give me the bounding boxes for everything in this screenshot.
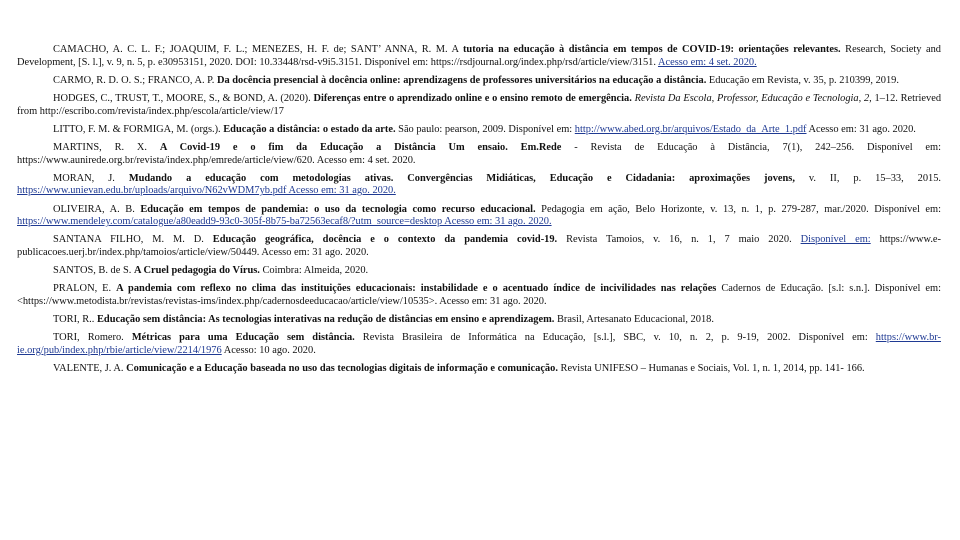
reference-link[interactable]: Disponível em: [800, 234, 871, 246]
reference-entry [17, 363, 941, 376]
reference-access-note: Acesso em: 31 ago. 2020. [806, 123, 916, 135]
reference-authors: SANTANA FILHO, M. M. D. [53, 234, 213, 246]
reference-authors: CARMO, R. D. O. S.; FRANCO, A. P. [53, 74, 217, 86]
reference-title: Da docência presencial à docência online: aprendizagens de professores universitários na educação a distância. [216, 74, 707, 86]
reference-title: Mudando a educação com metodologias ativas. Convergências Midiáticas, Educação e Cidadania: aproximações jovens, [128, 172, 795, 184]
reference-entry [17, 142, 941, 167]
reference-entry [17, 204, 941, 229]
reference-entry [17, 93, 941, 118]
reference-details: Cadernos de Educação. [s.l: s.n.]. Disponível em: <https://www.metodista.br/revistas/revistas-ims/index.php/cadernosdeeducacao/article/view/10535>. Acesso em: 31 ago. 2020. [17, 283, 941, 307]
reference-details: Revista Brasileira de Informática na Educação, [s.l.], SBC, v. 10, n. 2, p. 9-19, 2002. Disponível em: [354, 332, 876, 344]
reference-details: v. II, p. 15–33, 2015. [794, 172, 941, 184]
reference-entry [17, 234, 941, 259]
reference-access-note: Acesso: 10 ago. 2020. [221, 344, 316, 356]
reference-entry [17, 283, 941, 308]
reference-authors: PRALON, E. [53, 283, 117, 295]
reference-authors: SANTOS, B. de S. [53, 265, 134, 277]
reference-authors: TORI, R.. [53, 314, 97, 326]
reference-entry [17, 44, 941, 69]
reference-details: - Revista de Educação à Distância, 7(1), 242–256. Disponível em: https://www.aunirede.org.br/revista/index.php/emrede/article/view/620. Acesso em: 4 set. 2020. [17, 141, 941, 166]
reference-details: Pedagogia em ação, Belo Horizonte, v. 13, n. 1, p. 279-287, mar./2020. Disponível em: [535, 203, 941, 215]
reference-details: Coimbra: Almeida, 2020. [259, 265, 369, 277]
reference-entry [17, 173, 941, 198]
reference-title: Métricas para uma Educação sem distância. [131, 332, 355, 344]
reference-access-note: https://www.e-publicacoes.uerj.br/index.php/tamoios/article/view/50449. Acesso em: 31 ago. 2020. [17, 234, 941, 258]
reference-authors: VALENTE, J. A. [53, 363, 127, 374]
reference-title: A Cruel pedagogia do Vírus. [133, 265, 260, 277]
reference-entry [17, 265, 941, 278]
reference-title: Educação geográfica, docência e o contexto da pandemia covid-19. [212, 234, 558, 246]
reference-title: Comunicação e a Educação baseada no uso das tecnologias digitais de informação e comunicação. [126, 363, 558, 374]
reference-link[interactable]: https://www.mendeley.com/catalogue/a80eadd9-93c0-305f-8b75-ba72563ecaf8/?utm_source=desktop Acesso em: 31 ago. 2020. [17, 216, 552, 228]
reference-title: tutoria na educação à distância em tempos de COVID-19: orientações relevantes. [462, 44, 841, 55]
reference-authors: LITTO, F. M. & FORMIGA, M. (orgs.). [53, 123, 224, 135]
reference-title: A Covid-19 e o fim da Educação a Distância Um ensaio. Em.Rede [159, 141, 562, 153]
reference-authors: MORAN, J. [53, 172, 129, 184]
reference-title: Educação sem distância: As tecnologias interativas na redução de distâncias em ensino e aprendizagem. [96, 314, 555, 326]
reference-details: Research, Society and Development, [S. l.], v. 9, n. 5, p. e30953151, 2020. DOI: 10.33448/rsd-v9i5.3151. Disponível em: https://rsdjournal.org/index.php/rsd/article/view/3151. [17, 44, 941, 68]
reference-title: Educação em tempos de pandemia: o uso da tecnologia como recurso educacional. [140, 203, 536, 215]
reference-details: Revista UNIFESO – Humanas e Sociais, Vol. 1, n. 1, 2014, pp. 141- 166. [557, 363, 865, 374]
reference-details: Brasil, Artesanato Educacional, 2018. [554, 314, 714, 326]
reference-entry [17, 75, 941, 88]
reference-details: 1–12. Retrieved from http://escribo.com/revista/index.php/escola/article/view/17 [17, 92, 942, 117]
reference-list [17, 44, 941, 381]
reference-title: Diferenças entre o aprendizado online e o ensino remoto de emergência. [313, 92, 632, 104]
reference-authors: OLIVEIRA, A. B. [53, 203, 141, 215]
reference-entry [17, 332, 941, 357]
reference-link[interactable]: https://www.br-ie.org/pub/index.php/rbie/article/view/2214/1976 [17, 332, 941, 356]
reference-authors: TORI, Romero. [53, 332, 132, 344]
reference-link[interactable]: http://www.abed.org.br/arquivos/Estado_da_Arte_1.pdf [574, 123, 807, 135]
reference-authors: HODGES, C., TRUST, T., MOORE, S., & BOND, A. (2020). [53, 92, 314, 104]
reference-authors: CAMACHO, A. C. L. F.; JOAQUIM, F. L.; MENEZES, H. F. de; SANT’ ANNA, R. M. A [53, 44, 463, 55]
reference-title: A pandemia com reflexo no clima das instituições educacionais: instabilidade e o acentuado índice de incivilidades nas relações [116, 283, 717, 295]
reference-details: São paulo: pearson, 2009. Disponível em: [395, 123, 575, 135]
reference-link[interactable]: Acesso em: 4 set. 2020. [657, 56, 757, 68]
reference-link[interactable]: https://www.unievan.edu.br/uploads/arquivo/N62vWDM7yb.pdf Acesso em: 31 ago. 2020. [17, 185, 396, 197]
reference-entry [17, 314, 941, 327]
reference-details: Educação em Revista, v. 35, p. 210399, 2019. [706, 74, 899, 86]
reference-entry [17, 124, 941, 137]
reference-title: Educação a distância: o estado da arte. [223, 123, 396, 135]
reference-authors: MARTINS, R. X. [53, 141, 160, 153]
reference-source: Revista Da Escola, Professor, Educação e Tecnologia, 2, [631, 92, 872, 104]
reference-details: Revista Tamoios, v. 16, n. 1, 7 maio 2020. [557, 234, 801, 246]
